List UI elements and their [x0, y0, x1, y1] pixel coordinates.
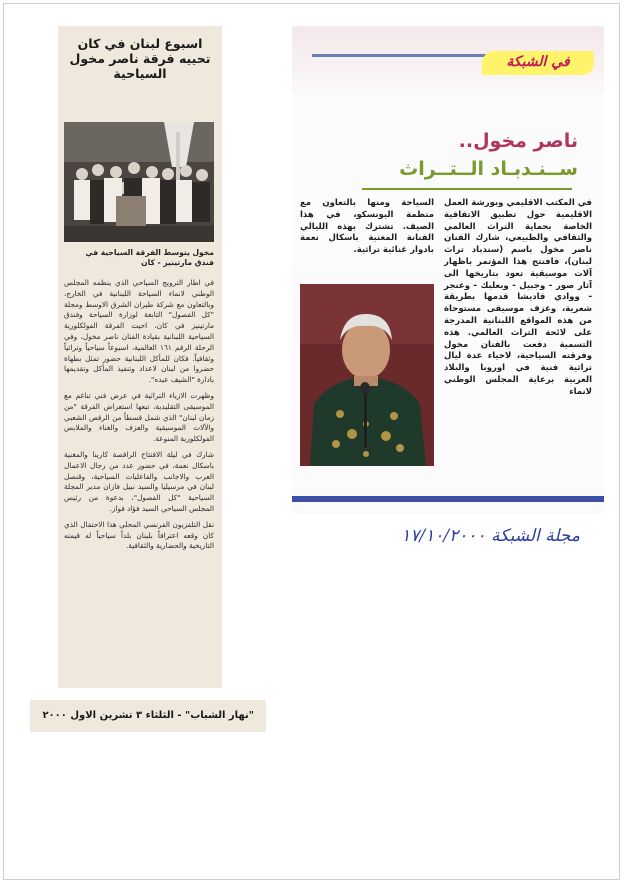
body-paragraph: شارك في ليلة الافتتاح الراقصة كارينا والمغنية باسكال نعمة، في حضور عدد من رجال الاعمال العرب والاجانب والفاعليات السياحية، وقنصل لبنان في مرسيليا والسيد نبيل فازان مدير المجلة السياحية "كل الفصول"، بدعوة من رئيس المجلس السياحي السيد فؤاد فواز. [64, 449, 214, 513]
article-column-right: في المكتب الاقليمي وبورشة العمل الاقليمية حول تطبيق الاتفاقية الخاصة بحماية التراث العالمي والثقافي والطبيعي، شارك الفنان ناصر مخول باسم (سندباد تراث لبنان)، فافتتح هذا المؤتمر باظهار آلات موسيقية تعود بتاريخها الى آثار صور - وجبيل - وبعلبك - وعنجر - ووادي قاديشا قدمها بطريقة شعرية، وعزف موسيقى مستوحاة من هذه المواقع اللبنانية المدرجة على لائحة التراث العالمي. هذه التسمية دفعت بالفنان مخول وفرقته السياحية، لاحياء عدة ليال تراثية فنية في اوروبا والبلاد العربية برعاية المجلس الوطني لانماء [444, 198, 592, 397]
body-paragraph: في اطار الترويج السياحي الذي ينظمه المجلس الوطني لانماء السياحة اللبنانية في الخارج، وبالتعاون مع شركة طيران الشرق الاوسط ومجلة "كل الفصول" التابعة لوزارة السياحة وفندق مارتينيز في كان، احيت الفرقة الفولكلورية السياحية اللبنانية بقيادة الفنان ناصر مخول، وفي الرحلة الرقم ١٦١ العالمية، اسبوعاً سياحياً وتراثياً وثقافياً. فكان للمأكل اللبنانية حضور تمثل بطهاة حضروا من لبنان لاعداد وتنفيذ المأكل وتقديمها بادارة "الشيف عبده". [64, 278, 214, 385]
photo-caption: مخول يتوسط الفرقة السياحية في فندق مارتينيز - كان [85, 248, 214, 267]
magazine-page [292, 26, 604, 514]
article-title-name: ناصر مخول.. [458, 130, 578, 152]
clipping-body [64, 278, 214, 557]
newspaper-clipping [58, 26, 222, 688]
section-label: في الشبكة [506, 54, 570, 70]
handwritten-text: مجلة الشبكة ١٧/١٠/٢٠٠٠ [401, 526, 580, 546]
headline-line-1: اسبوع لبنان في كان [77, 36, 203, 51]
section-label-badge [482, 51, 594, 75]
body-paragraph: نقل التلفزيون الفرنسي المحلي هذا الاحتفال الذي كان وقعه اعترافاً بلبنان بلداً سياحياً له قيمته التاريخية والحضارية والثقافية. [64, 519, 214, 551]
clipping-headline [58, 36, 222, 81]
portrait-photo [300, 284, 434, 466]
troupe-photo [64, 122, 214, 242]
headline-line-2: تحييه فرقة ناصر مخول [69, 51, 211, 66]
article-column-left: السياحة ومنها بالتعاون مع منظمة اليونسكو، في هذا الصيف. تشترك بهذه الليالي الفنانة المغنية باسكال نعمة بادوار غنائية تراثية. [300, 198, 434, 256]
source-date-strip [30, 700, 266, 732]
bottom-color-rule [292, 496, 604, 502]
title-underline [362, 188, 572, 190]
handwritten-source-note [330, 520, 580, 560]
headline-line-3: السياحية [113, 66, 167, 81]
body-paragraph: وظهرت الازياء التراثية في عرض فني تناغم مع الموسيقى التقليدية، تبعها استعراض الفرقة "من زمان لبنان" الذي شمل قسطاً من الرقص الشعبي والآلات الموسيقية والعزف والغناء والملابس الفولكلورية المنوعة. [64, 390, 214, 444]
article-title-subtitle: ســنـدبـاد الــتــراث [399, 158, 578, 180]
source-date-text: "نهار الشباب" - الثلثاء ٣ تشرين الاول ٢٠٠٠ [42, 710, 254, 721]
